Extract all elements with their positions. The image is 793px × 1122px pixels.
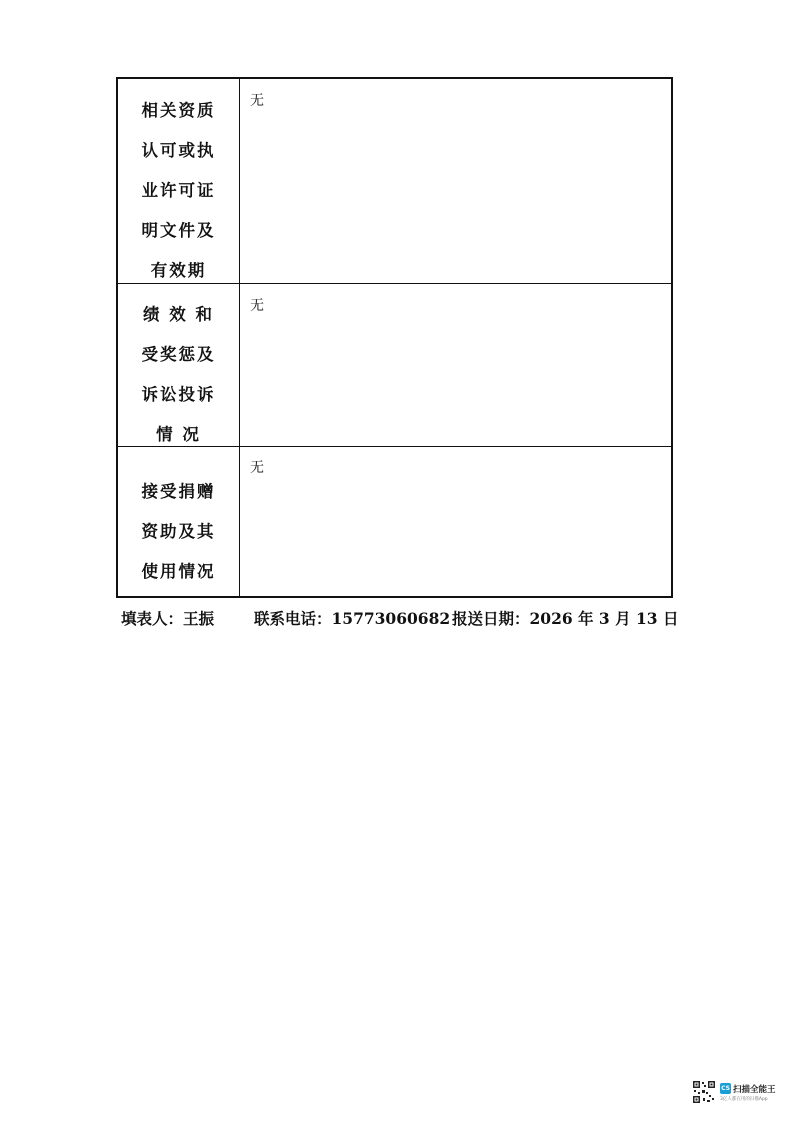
value-text: 无 — [250, 93, 264, 109]
label-line: 相关资质 — [141, 101, 216, 120]
table-row-donations — [118, 446, 671, 598]
app-name: 扫描全能王 — [733, 1084, 776, 1095]
table-row-qualifications — [118, 79, 671, 283]
contact-phone: 联系电话：15773060682 — [254, 609, 451, 628]
cs-app-icon: CS — [721, 1085, 730, 1092]
label-line: 有效期 — [150, 261, 207, 280]
label-line: 业许可证 — [141, 181, 216, 200]
label-line: 绩 效 和 — [143, 305, 214, 324]
info-table — [116, 77, 673, 598]
label-line: 资助及其 — [141, 522, 216, 541]
row-label-qualifications — [118, 79, 240, 283]
qr-code-icon — [692, 1080, 716, 1104]
label-line: 明文件及 — [141, 221, 216, 240]
row-value-donations — [240, 447, 671, 598]
label-line: 情 况 — [156, 425, 201, 444]
watermark-text-group — [720, 1083, 776, 1102]
row-label-donations — [118, 447, 240, 598]
filler-name: 填表人：王振 — [121, 609, 215, 628]
watermark-title-row — [720, 1083, 776, 1095]
row-value-qualifications — [240, 79, 671, 283]
label-line: 使用情况 — [141, 562, 216, 581]
label-line: 接受捐赠 — [141, 482, 216, 501]
row-label-performance — [118, 284, 240, 446]
table-row-performance — [118, 283, 671, 446]
row-value-performance — [240, 284, 671, 446]
scanner-watermark — [692, 1077, 784, 1107]
value-text: 无 — [250, 460, 264, 476]
app-tagline: 3亿人都在用的扫描App — [720, 1096, 768, 1102]
label-line: 认可或执 — [141, 141, 216, 160]
value-text: 无 — [250, 298, 264, 314]
label-line: 受奖惩及 — [141, 345, 216, 364]
submit-date: 报送日期：2026 年 3 月 13 日 — [452, 609, 679, 628]
label-line: 诉讼投诉 — [141, 385, 216, 404]
